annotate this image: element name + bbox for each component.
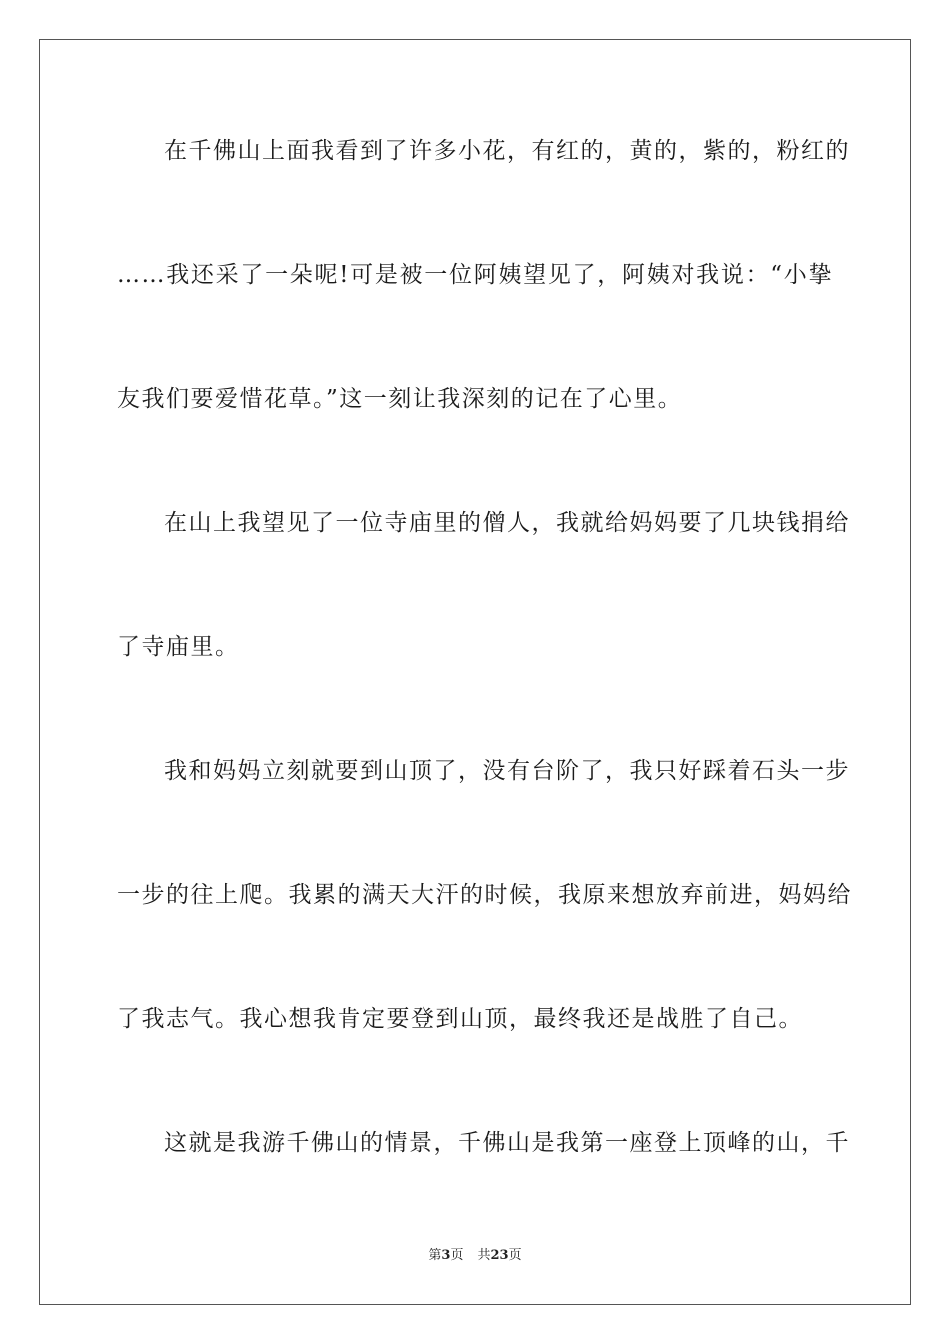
paragraph-4-line-1: 这就是我游千佛山的情景，千佛山是我第一座登上顶峰的山，千 <box>164 1130 850 1156</box>
page-border <box>39 39 911 1305</box>
paragraph-1-line-3: 友我们要爱惜花草。”这一刻让我深刻的记在了心里。 <box>117 386 683 412</box>
page-suffix: 页 <box>450 1248 464 1263</box>
page-number: 3 <box>441 1248 451 1263</box>
page-footer <box>0 1247 950 1265</box>
paragraph-3-line-2: 一步的往上爬。我累的满天大汗的时候，我原来想放弃前进，妈妈给 <box>117 882 852 908</box>
paragraph-3-line-3: 了我志气。我心想我肯定要登到山顶，最终我还是战胜了自己。 <box>117 1006 803 1032</box>
paragraph-3-line-1: 我和妈妈立刻就要到山顶了，没有台阶了，我只好踩着石头一步 <box>164 758 850 784</box>
paragraph-1-line-2: ……我还采了一朵呢!可是被一位阿姨望见了，阿姨对我说：“小挚 <box>117 262 833 288</box>
page-prefix: 第 <box>428 1248 442 1263</box>
paragraph-2-line-1: 在山上我望见了一位寺庙里的僧人，我就给妈妈要了几块钱捐给 <box>164 510 850 536</box>
total-prefix: 共 <box>477 1248 491 1263</box>
total-pages: 23 <box>490 1248 509 1263</box>
total-suffix: 页 <box>508 1248 522 1263</box>
paragraph-1-line-1: 在千佛山上面我看到了许多小花，有红的，黄的，紫的，粉红的 <box>164 138 850 164</box>
paragraph-2-line-2: 了寺庙里。 <box>117 634 240 660</box>
